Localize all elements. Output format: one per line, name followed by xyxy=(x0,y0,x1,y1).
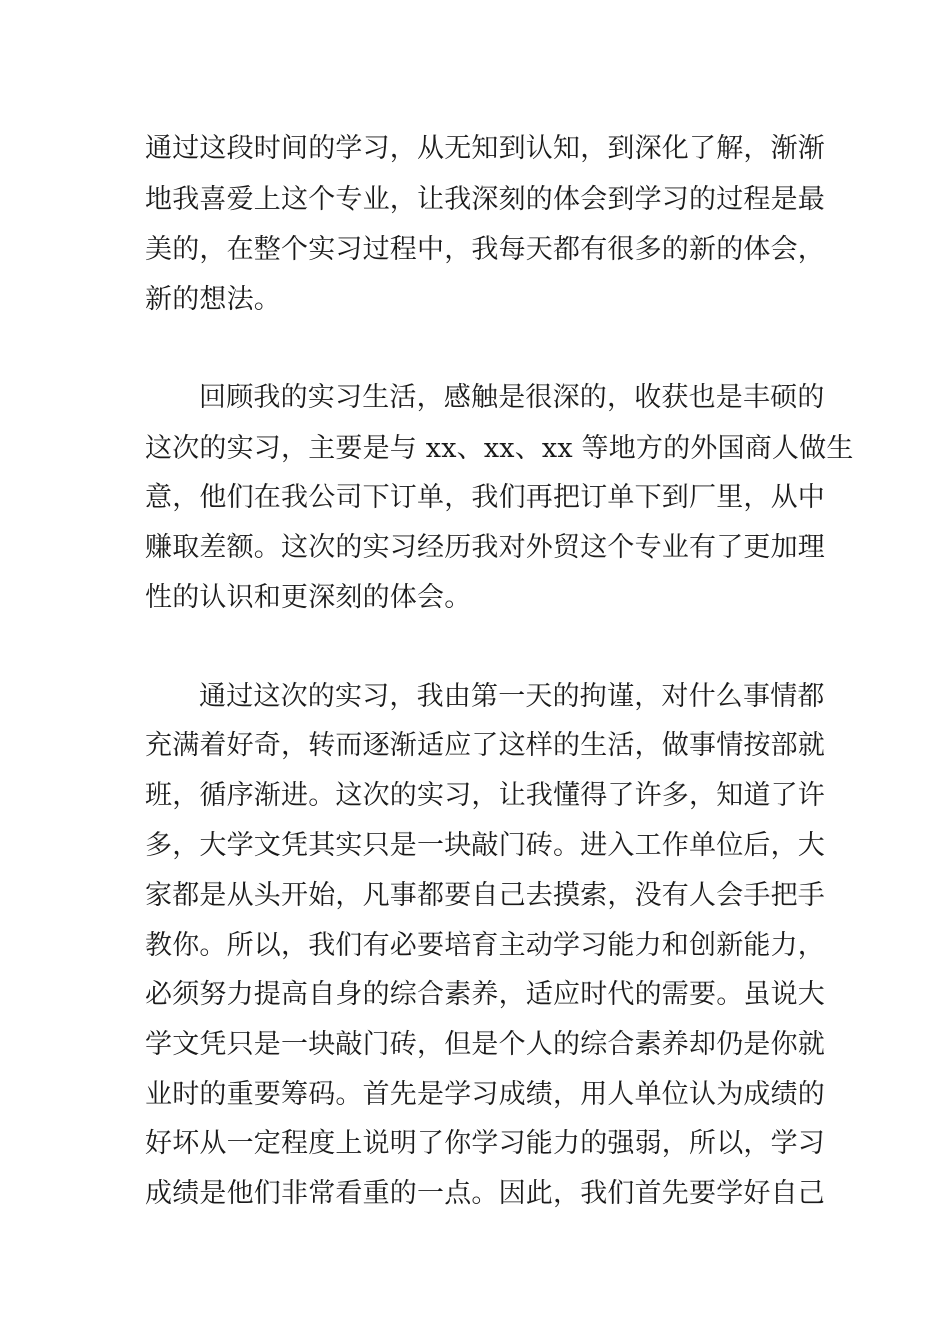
paragraph-1-line-1: 通过这段时间的学习，从无知到认知，到深化了解，渐渐 xyxy=(145,133,825,164)
paragraph-2-line-1: 回顾我的实习生活，感触是很深的，收获也是丰硕的 xyxy=(199,382,825,413)
paragraph-3-line-2: 充满着好奇，转而逐渐适应了这样的生活，做事情按部就 xyxy=(145,730,825,761)
paragraph-2-line-4: 赚取差额。这次的实习经历我对外贸这个专业有了更加理 xyxy=(145,532,825,563)
paragraph-2-line-3: 意，他们在我公司下订单，我们再把订单下到厂里，从中 xyxy=(145,482,825,513)
paragraph-3-line-11: 成绩是他们非常看重的一点。因此，我们首先要学好自己 xyxy=(145,1178,825,1209)
paragraph-3-line-4: 多，大学文凭其实只是一块敲门砖。进入工作单位后，大 xyxy=(145,830,825,861)
paragraph-3-line-5: 家都是从头开始，凡事都要自己去摸索，没有人会手把手 xyxy=(145,880,825,911)
paragraph-3-line-10: 好坏从一定程度上说明了你学习能力的强弱，所以，学习 xyxy=(145,1128,825,1159)
paragraph-1-line-3: 美的，在整个实习过程中，我每天都有很多的新的体会， xyxy=(145,234,825,265)
paragraph-3-line-8: 学文凭只是一块敲门砖，但是个人的综合素养却仍是你就 xyxy=(145,1029,825,1060)
paragraph-1-line-4: 新的想法。 xyxy=(145,284,281,315)
paragraph-3-line-1: 通过这次的实习，我由第一天的拘谨，对什么事情都 xyxy=(199,681,825,712)
paragraph-2-line-5: 性的认识和更深刻的体会。 xyxy=(145,582,472,613)
paragraph-1-line-2: 地我喜爱上这个专业，让我深刻的体会到学习的过程是最 xyxy=(145,184,825,215)
paragraph-3-line-3: 班，循序渐进。这次的实习，让我懂得了许多，知道了许 xyxy=(145,780,825,811)
paragraph-2-line-2: 这次的实习，主要是与 xx、xx、xx 等地方的外国商人做生 xyxy=(145,433,854,464)
paragraph-3-line-6: 教你。所以，我们有必要培育主动学习能力和创新能力， xyxy=(145,930,825,961)
paragraph-3-line-9: 业时的重要筹码。首先是学习成绩，用人单位认为成绩的 xyxy=(145,1079,825,1110)
paragraph-3-line-7: 必须努力提高自身的综合素养，适应时代的需要。虽说大 xyxy=(145,979,825,1010)
